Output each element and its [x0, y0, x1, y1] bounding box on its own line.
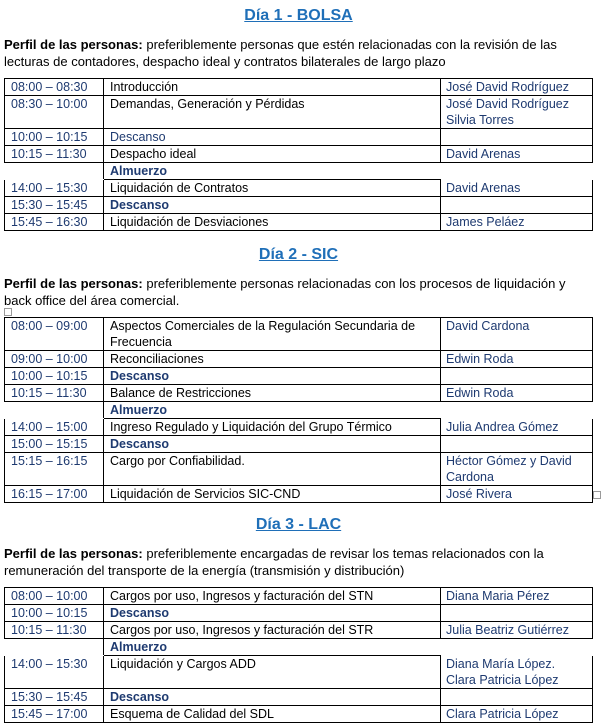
responsible-cell: David Arenas	[441, 146, 593, 163]
responsible-cell: José David Rodríguez	[441, 79, 593, 96]
activity-cell: Introducción	[104, 79, 441, 96]
activity-cell: Cargos por uso, Ingresos y facturación del STR	[104, 622, 441, 639]
day-3-title: Día 3 - LAC	[255, 516, 342, 533]
activity-cell: Balance de Restricciones	[104, 385, 441, 402]
time-cell	[5, 163, 104, 180]
responsible-cell	[441, 436, 593, 453]
responsible-cell: Diana Maria Pérez	[441, 588, 593, 605]
table-row	[5, 453, 593, 486]
table-row	[5, 96, 593, 129]
day-1-title: Día 1 - BOLSA	[244, 7, 353, 24]
table-row	[5, 197, 593, 214]
table-row	[5, 436, 593, 453]
activity-cell: Descanso	[104, 605, 441, 622]
time-cell: 15:00 – 15:15	[5, 436, 104, 453]
profile-text: preferiblemente personas que estén relacionadas con la revisión de las lecturas de contadores, despacho ideal y contratos bilaterales de largo plazo	[4, 37, 557, 69]
table-row	[5, 163, 593, 180]
table-row	[5, 419, 593, 436]
responsible-cell	[441, 197, 593, 214]
activity-cell: Descanso	[104, 129, 441, 146]
responsible-cell	[441, 605, 593, 622]
responsible-cell	[441, 402, 593, 419]
time-cell: 15:15 – 16:15	[5, 453, 104, 486]
table-row	[5, 180, 593, 197]
activity-cell: Almuerzo	[104, 163, 441, 180]
responsible-cell: David Arenas	[441, 180, 593, 197]
responsible-cell: José Rivera	[441, 486, 593, 503]
day-2-schedule-table	[4, 317, 593, 503]
responsible-cell: Julia Andrea Gómez	[441, 419, 593, 436]
responsible-cell	[441, 163, 593, 180]
profile-text: preferiblemente encargadas de revisar los temas relacionados con la remuneración del transporte de la energía (transmisión y distribución)	[4, 546, 544, 578]
table-row	[5, 588, 593, 605]
activity-cell: Liquidación de Servicios SIC-CND	[104, 486, 441, 503]
activity-cell: Demandas, Generación y Pérdidas	[104, 96, 441, 129]
responsible-cell	[441, 129, 593, 146]
time-cell: 10:00 – 10:15	[5, 129, 104, 146]
responsible-cell	[441, 689, 593, 706]
table-row	[5, 706, 593, 723]
time-cell: 15:45 – 16:30	[5, 214, 104, 231]
time-cell: 14:00 – 15:00	[5, 419, 104, 436]
activity-cell: Almuerzo	[104, 639, 441, 656]
activity-cell: Almuerzo	[104, 402, 441, 419]
activity-cell: Despacho ideal	[104, 146, 441, 163]
day-3-profile	[4, 545, 592, 579]
time-cell: 14:00 – 15:30	[5, 656, 104, 689]
table-row	[5, 656, 593, 689]
responsible-cell: Clara Patricia López	[441, 706, 593, 723]
profile-label: Perfil de las personas:	[4, 546, 143, 561]
day-3-schedule-table	[4, 587, 593, 723]
time-cell: 08:30 – 10:00	[5, 96, 104, 129]
day-2-profile	[4, 275, 592, 309]
table-resize-handle[interactable]	[4, 308, 12, 316]
time-cell: 10:15 – 11:30	[5, 385, 104, 402]
time-cell	[5, 639, 104, 656]
activity-cell: Reconciliaciones	[104, 351, 441, 368]
responsible-cell	[441, 639, 593, 656]
table-row	[5, 351, 593, 368]
profile-label: Perfil de las personas:	[4, 276, 143, 291]
time-cell: 10:00 – 10:15	[5, 368, 104, 385]
time-cell: 09:00 – 10:00	[5, 351, 104, 368]
profile-label: Perfil de las personas:	[4, 37, 143, 52]
time-cell	[5, 402, 104, 419]
time-cell: 14:00 – 15:30	[5, 180, 104, 197]
day-1-profile	[4, 36, 592, 70]
table-row	[5, 689, 593, 706]
time-cell: 15:30 – 15:45	[5, 197, 104, 214]
activity-cell: Cargos por uso, Ingresos y facturación del STN	[104, 588, 441, 605]
table-row	[5, 402, 593, 419]
table-row	[5, 639, 593, 656]
activity-cell: Descanso	[104, 689, 441, 706]
responsible-cell: Julia Beatriz Gutiérrez	[441, 622, 593, 639]
table-row	[5, 318, 593, 351]
responsible-cell: José David Rodríguez Silvia Torres	[441, 96, 593, 129]
responsible-cell: James Peláez	[441, 214, 593, 231]
table-row	[5, 214, 593, 231]
table-row	[5, 129, 593, 146]
table-row	[5, 486, 593, 503]
activity-cell: Esquema de Calidad del SDL	[104, 706, 441, 723]
table-row	[5, 605, 593, 622]
activity-cell: Cargo por Confiabilidad.	[104, 453, 441, 486]
table-row	[5, 385, 593, 402]
activity-cell: Descanso	[104, 436, 441, 453]
activity-cell: Liquidación de Contratos	[104, 180, 441, 197]
responsible-cell: Edwin Roda	[441, 351, 593, 368]
time-cell: 15:30 – 15:45	[5, 689, 104, 706]
activity-cell: Aspectos Comerciales de la Regulación Secundaria de Frecuencia	[104, 318, 441, 351]
time-cell: 15:45 – 17:00	[5, 706, 104, 723]
time-cell: 10:15 – 11:30	[5, 622, 104, 639]
activity-cell: Liquidación y Cargos ADD	[104, 656, 441, 689]
responsible-cell: David Cardona	[441, 318, 593, 351]
responsible-cell	[441, 368, 593, 385]
day-1-schedule-table	[4, 78, 593, 231]
profile-text: preferiblemente personas relacionadas con los procesos de liquidación y back office del área comercial.	[4, 276, 566, 308]
time-cell: 08:00 – 09:00	[5, 318, 104, 351]
time-cell: 08:00 – 08:30	[5, 79, 104, 96]
table-row	[5, 622, 593, 639]
table-row	[5, 79, 593, 96]
time-cell: 08:00 – 10:00	[5, 588, 104, 605]
activity-cell: Liquidación de Desviaciones	[104, 214, 441, 231]
table-row	[5, 368, 593, 385]
table-row	[5, 146, 593, 163]
responsible-cell: Edwin Roda	[441, 385, 593, 402]
day-2-title: Día 2 - SIC	[258, 246, 339, 263]
time-cell: 10:00 – 10:15	[5, 605, 104, 622]
activity-cell: Descanso	[104, 197, 441, 214]
activity-cell: Descanso	[104, 368, 441, 385]
responsible-cell: Diana María López. Clara Patricia López	[441, 656, 593, 689]
table-resize-handle[interactable]	[593, 491, 601, 499]
responsible-cell: Héctor Gómez y David Cardona	[441, 453, 593, 486]
time-cell: 10:15 – 11:30	[5, 146, 104, 163]
activity-cell: Ingreso Regulado y Liquidación del Grupo Térmico	[104, 419, 441, 436]
time-cell: 16:15 – 17:00	[5, 486, 104, 503]
